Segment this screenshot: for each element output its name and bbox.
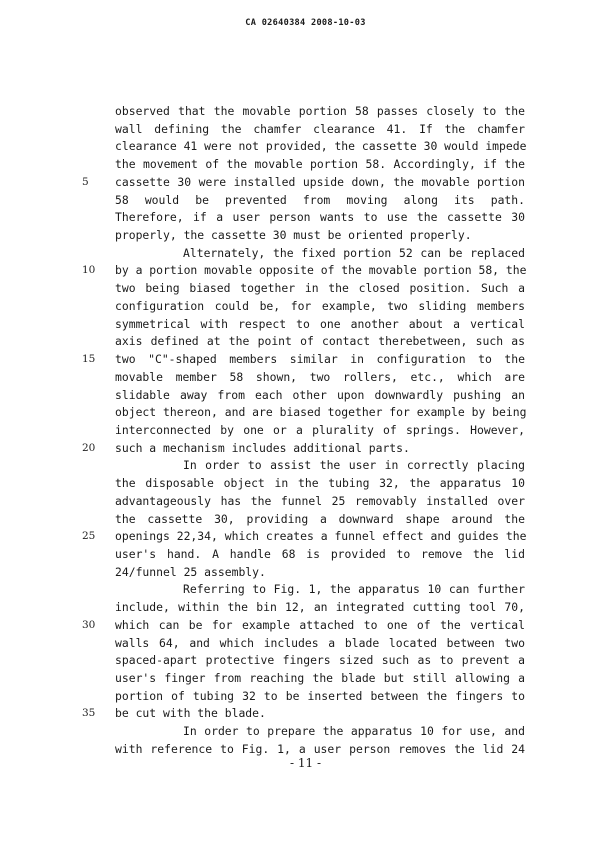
text-line [115, 688, 525, 706]
text-line-content: Alternately, the fixed portion 52 can be replaced [183, 245, 525, 260]
document-header: CA 02640384 2008-10-03 [245, 18, 366, 28]
text-line-content: openings 22,34, which creates a funnel effect and guides the [115, 529, 527, 544]
text-line-content: configuration could be, for example, two sliding members [115, 298, 525, 313]
text-line [115, 670, 525, 688]
text-line [115, 581, 525, 599]
text-line [115, 652, 525, 670]
line-number: 35 [82, 707, 96, 720]
text-line-content: object thereon, and are biased together for example by being [115, 405, 527, 420]
text-line-content: include, within the bin 12, an integrated cutting tool 70, [115, 600, 525, 615]
text-line [115, 316, 525, 334]
text-line [82, 528, 527, 546]
text-line-content: user's finger from reaching the blade but still allowing a [115, 671, 525, 685]
text-line-content: walls 64, and which includes a blade located between two [115, 635, 525, 650]
text-line-content: the cassette 30, providing a downward shape around the [115, 511, 525, 526]
text-line [115, 280, 525, 298]
text-line-content: Referring to Fig. 1, the apparatus 10 can further [183, 582, 525, 597]
page-number: - 11 - [289, 756, 321, 770]
text-line [115, 227, 525, 245]
line-number: 25 [82, 530, 96, 543]
text-line [115, 333, 525, 351]
text-line-content: two "C"-shaped members similar in configuration to the [115, 352, 525, 367]
text-line-content: movable member 58 shown, two rollers, etc., which are [115, 369, 525, 384]
text-line-content: which can be for example attached to one of the vertical [115, 617, 525, 632]
text-line [82, 440, 525, 458]
text-line [115, 103, 525, 121]
text-line [115, 475, 525, 493]
text-line [82, 617, 525, 635]
line-number: 20 [82, 441, 96, 454]
line-number: 15 [82, 353, 96, 366]
text-line [115, 245, 525, 263]
text-line [115, 457, 525, 475]
text-line-content: 58 would be prevented from moving along its path. [115, 192, 525, 207]
text-line-content: In order to assist the user in correctly placing [183, 458, 525, 473]
text-line [82, 705, 525, 723]
text-line [115, 121, 525, 139]
text-line-content: slidable away from each other upon downwardly pushing an [115, 387, 525, 402]
text-line [115, 422, 525, 440]
line-number: 5 [82, 175, 89, 188]
text-line-content: the movement of the movable portion 58. Accordingly, if the [115, 157, 525, 172]
text-line-content: portion of tubing 32 to be inserted between the fingers to [115, 688, 525, 703]
text-line [82, 262, 527, 280]
text-line [115, 138, 525, 156]
text-line-content: wall defining the chamfer clearance 41. If the chamfer [115, 121, 525, 136]
text-line [115, 635, 525, 653]
text-line [115, 599, 525, 617]
text-line [115, 156, 525, 174]
line-number: 30 [82, 618, 96, 631]
text-line-content: two being biased together in the closed position. Such a [115, 281, 525, 296]
text-line [115, 493, 525, 511]
text-line [115, 546, 525, 564]
text-line [115, 723, 525, 741]
text-line-content: be cut with the blade. [115, 706, 266, 721]
text-line-content: axis defined at the point of contact therebetween, such as [115, 334, 525, 349]
text-line-content: In order to prepare the apparatus 10 for use, and [183, 724, 525, 739]
text-line-content: properly, the cassette 30 must be oriented properly. [115, 228, 472, 243]
text-line [115, 387, 525, 405]
text-line [115, 192, 525, 210]
text-line [115, 511, 525, 529]
text-line-content: with reference to Fig. 1, a user person removes the lid 24 [115, 741, 525, 756]
text-line [115, 209, 525, 227]
text-line-content: the disposable object in the tubing 32, the apparatus 10 [115, 476, 525, 491]
text-line-content: symmetrical with respect to one another about a vertical [115, 316, 525, 331]
text-line-content: by a portion movable opposite of the movable portion 58, the [115, 263, 527, 278]
text-line-content: interconnected by one or a plurality of springs. However, [115, 422, 525, 437]
text-line-content: Therefore, if a user person wants to use the cassette 30 [115, 210, 525, 225]
line-number: 10 [82, 264, 96, 277]
text-line [82, 174, 525, 192]
text-line-content: observed that the movable portion 58 passes closely to the [115, 104, 525, 118]
text-line-content: advantageously has the funnel 25 removably installed over [115, 493, 525, 508]
text-line-content: user's hand. A handle 68 is provided to remove the lid [115, 546, 525, 561]
text-line-content: such a mechanism includes additional parts. [115, 440, 410, 455]
text-line [115, 404, 525, 422]
text-line [115, 369, 525, 387]
document-body [82, 103, 527, 759]
text-line-content: clearance 41 were not provided, the cassette 30 would impede [115, 139, 527, 154]
text-line-content: cassette 30 were installed upside down, the movable portion [115, 174, 525, 189]
text-line-content: 24/funnel 25 assembly. [115, 564, 266, 579]
text-line [82, 351, 525, 369]
text-line [115, 298, 525, 316]
text-line [115, 564, 525, 582]
text-line-content: spaced-apart protective fingers sized such as to prevent a [115, 653, 525, 668]
